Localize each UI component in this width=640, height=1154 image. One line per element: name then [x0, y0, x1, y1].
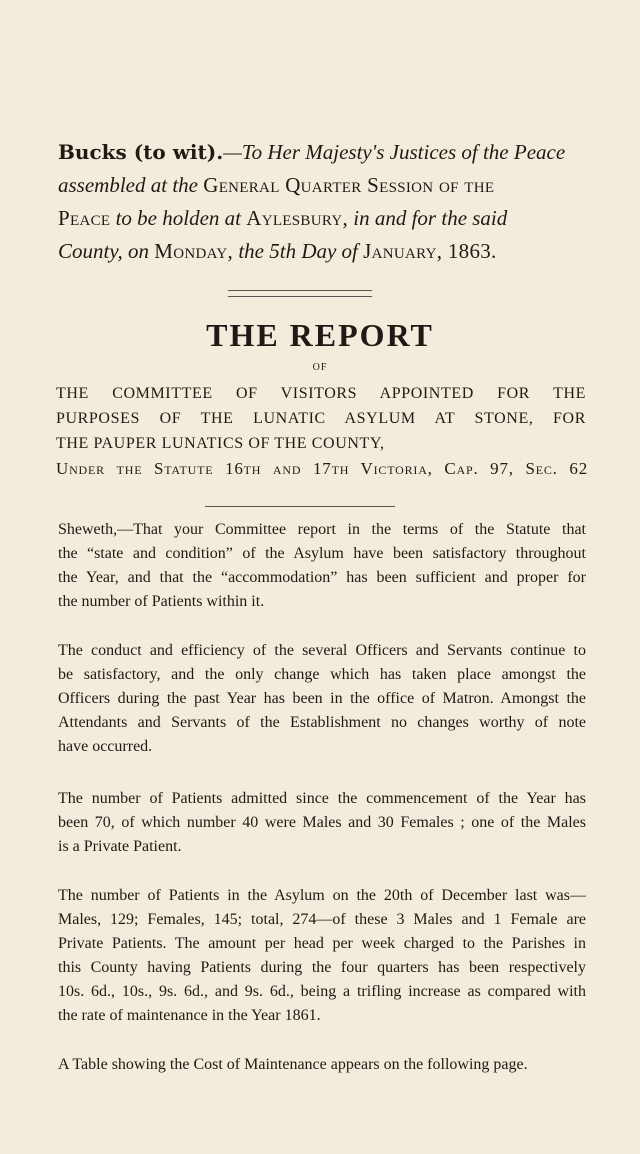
heading-text: in and for the said: [353, 206, 508, 230]
of-label: OF: [312, 362, 328, 373]
county-blackletter: Bucks (to wit).: [58, 140, 224, 164]
heading-text: on: [128, 239, 150, 263]
text-line: The conduct and efficiency of the several Officers and Servants continue to: [58, 642, 586, 659]
committee-line: PURPOSES OF THE LUNATIC ASYLUM AT STONE, FOR: [56, 410, 586, 427]
text-line: The number of Patients in the Asylum on the 20th of December last was—: [58, 887, 586, 904]
paragraph: [58, 639, 586, 759]
paragraph: [58, 787, 586, 859]
text-line: is a Private Patient.: [58, 838, 182, 855]
text-line: the Year, and that the “accommodation” has been sufficient and proper for: [58, 569, 586, 586]
text-line: this County having Patients during the four quarters has been respectively: [58, 959, 586, 976]
heading-line-2: [58, 169, 618, 202]
addressee-text: —To Her Majesty's Justices of the Peace: [223, 140, 566, 164]
committee-line: THE COMMITTEE OF VISITORS APPOINTED FOR THE: [56, 385, 586, 402]
heading-line-4: [58, 235, 618, 268]
weekday: Monday,: [154, 239, 234, 263]
statute-line: Under the Statute 16th and 17th Victoria, Cap. 97, Sec. 62: [56, 459, 588, 478]
text-line: have occurred.: [58, 738, 153, 755]
paragraph: [58, 884, 586, 1028]
heading-text: assembled at the: [58, 173, 198, 197]
text-line: Private Patients. The amount per head per week charged to the Parishes in: [58, 935, 586, 952]
committee-subtitle: [56, 381, 586, 456]
session-name: General Quarter Session of the: [203, 173, 495, 197]
text-line: be satisfactory, and the only change which has taken place amongst the: [58, 666, 586, 683]
text-line: Sheweth,—That your Committee report in the terms of the Statute that: [58, 521, 586, 538]
text-line: the rate of maintenance in the Year 1861.: [58, 1007, 321, 1024]
date-text: January, 1863.: [363, 239, 497, 263]
text-line: Attendants and Servants of the Establishment no changes worthy of note: [58, 714, 586, 731]
text-line: A Table showing the Cost of Maintenance appears on the following page.: [58, 1056, 528, 1073]
text-line: The number of Patients admitted since the commencement of the Year has: [58, 790, 586, 807]
text-line: been 70, of which number 40 were Males and 30 Females ; one of the Males: [58, 814, 586, 831]
paragraph: [58, 518, 586, 614]
text-line: 10s. 6d., 10s., 9s. 6d., and 9s. 6d., being a trifling increase as compared with: [58, 983, 586, 1000]
heading-text: to be holden at: [115, 206, 241, 230]
heading-text: Peace: [58, 206, 111, 230]
text-line: the number of Patients within it.: [58, 593, 265, 610]
heading-text: the 5th Day of: [238, 239, 358, 263]
heading-line-3: [58, 202, 618, 235]
report-body: [58, 518, 586, 1077]
address-heading: [58, 136, 618, 268]
place-name: Aylesbury,: [246, 206, 349, 230]
paragraph: [58, 1053, 586, 1077]
committee-line: THE PAUPER LUNATICS OF THE COUNTY,: [56, 435, 385, 452]
double-rule-divider: [228, 290, 372, 297]
single-rule-divider: [205, 506, 395, 507]
text-line: the “state and condition” of the Asylum have been satisfactory throughout: [58, 545, 586, 562]
text-line: Officers during the past Year has been in the office of Matron. Amongst the: [58, 690, 586, 707]
heading-text: County,: [58, 239, 123, 263]
text-line: Males, 129; Females, 145; total, 274—of these 3 Males and 1 Female are: [58, 911, 586, 928]
heading-line-1: [58, 136, 618, 169]
report-title: THE REPORT: [206, 317, 434, 353]
